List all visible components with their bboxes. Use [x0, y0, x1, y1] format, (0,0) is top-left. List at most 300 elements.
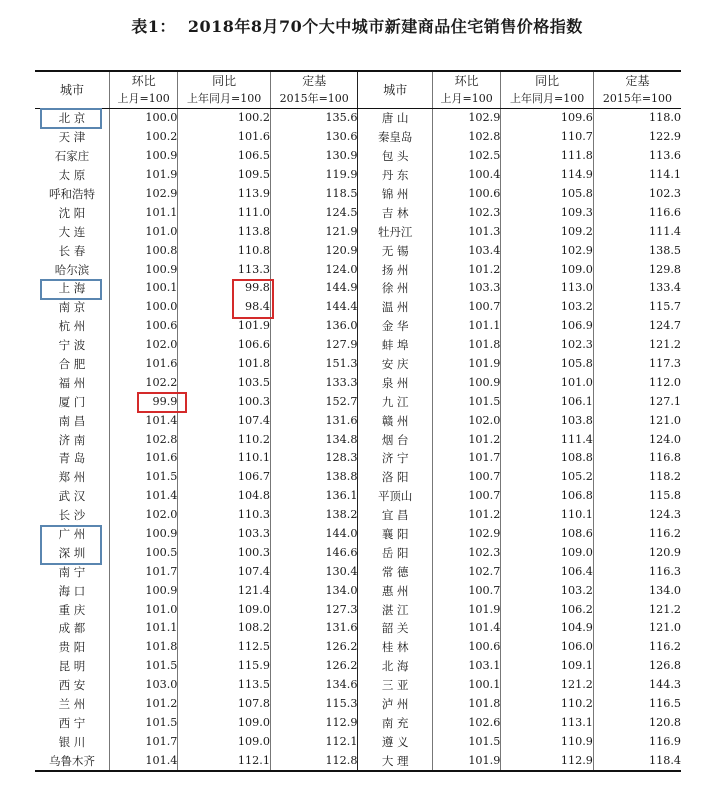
left-base-cell: 138.2 [270, 506, 358, 525]
right-yoy-cell: 110.9 [501, 732, 594, 751]
table-row [35, 373, 681, 392]
right-mom-cell: 102.8 [432, 128, 500, 147]
right-yoy-cell: 103.8 [501, 411, 594, 430]
left-yoy-cell: 113.9 [178, 185, 271, 204]
left-mom-cell: 102.0 [109, 506, 177, 525]
right-yoy-cell: 121.2 [501, 676, 594, 695]
left-city-cell: 深 圳 [58, 545, 86, 560]
right-base-cell: 118.0 [593, 109, 681, 128]
right-city-cell: 扬 州 [358, 260, 432, 279]
left-mom-cell: 101.4 [109, 411, 177, 430]
right-city-cell: 泸 州 [358, 695, 432, 714]
left-city-cell: 贵 阳 [58, 640, 86, 655]
header-base-left: 定基 [270, 71, 358, 90]
right-city-cell: 包 头 [358, 147, 432, 166]
left-mom-cell: 102.9 [109, 185, 177, 204]
left-yoy-cell: 113.3 [178, 260, 271, 279]
right-yoy-cell: 110.7 [501, 128, 594, 147]
table-row [35, 185, 681, 204]
left-yoy-cell: 101.8 [178, 355, 271, 374]
header-yoy-sub-left: 上年同月=100 [178, 90, 271, 109]
table-row [35, 317, 681, 336]
right-city-cell: 襄 阳 [358, 525, 432, 544]
table-row [35, 581, 681, 600]
left-city-cell: 长 春 [58, 243, 86, 258]
left-yoy-cell: 100.2 [178, 109, 271, 128]
left-mom-cell: 101.0 [109, 600, 177, 619]
right-yoy-cell: 105.2 [501, 468, 594, 487]
right-mom-cell: 101.1 [432, 317, 500, 336]
left-yoy-cell: 99.8 [178, 279, 271, 298]
right-city-cell: 常 德 [358, 562, 432, 581]
left-base-cell: 152.7 [270, 392, 358, 411]
right-base-cell: 121.2 [593, 336, 681, 355]
right-yoy-cell: 106.0 [501, 638, 594, 657]
left-yoy-cell: 109.5 [178, 166, 271, 185]
right-yoy-cell: 108.6 [501, 525, 594, 544]
left-city-cell: 青 岛 [58, 451, 86, 466]
left-city-cell: 宁 波 [58, 338, 86, 353]
left-city-cell: 郑 州 [58, 470, 86, 485]
table-row [35, 298, 681, 317]
right-base-cell: 115.8 [593, 487, 681, 506]
left-yoy-cell: 98.4 [178, 298, 271, 317]
right-base-cell: 102.3 [593, 185, 681, 204]
left-mom-cell: 101.0 [109, 222, 177, 241]
right-mom-cell: 100.4 [432, 166, 500, 185]
left-mom-cell: 100.6 [109, 317, 177, 336]
left-yoy-cell: 121.4 [178, 581, 271, 600]
left-city-cell: 成 都 [58, 621, 86, 636]
right-base-cell: 124.7 [593, 317, 681, 336]
right-mom-cell: 101.2 [432, 506, 500, 525]
right-yoy-cell: 102.9 [501, 241, 594, 260]
right-base-cell: 118.4 [593, 751, 681, 771]
right-city-cell: 无 锡 [358, 241, 432, 260]
table-row [35, 355, 681, 374]
table-row [35, 449, 681, 468]
left-yoy-cell: 111.0 [178, 203, 271, 222]
right-mom-cell: 100.6 [432, 638, 500, 657]
left-base-cell: 144.9 [270, 279, 358, 298]
right-city-cell: 惠 州 [358, 581, 432, 600]
table-row [35, 657, 681, 676]
left-yoy-cell: 101.6 [178, 128, 271, 147]
right-base-cell: 116.8 [593, 449, 681, 468]
left-base-cell: 126.2 [270, 657, 358, 676]
right-yoy-cell: 104.9 [501, 619, 594, 638]
table-row [35, 562, 681, 581]
right-base-cell: 116.3 [593, 562, 681, 581]
left-base-cell: 134.0 [270, 581, 358, 600]
header-base-sub-right: 2015年=100 [593, 90, 681, 109]
table-row [35, 166, 681, 185]
left-mom-cell: 100.1 [109, 279, 177, 298]
right-yoy-cell: 114.9 [501, 166, 594, 185]
table-row [35, 487, 681, 506]
right-mom-cell: 102.3 [432, 543, 500, 562]
left-city-cell: 石家庄 [54, 149, 90, 164]
right-mom-cell: 101.5 [432, 732, 500, 751]
right-mom-cell: 101.8 [432, 695, 500, 714]
right-mom-cell: 102.3 [432, 203, 500, 222]
left-base-cell: 119.9 [270, 166, 358, 185]
right-city-cell: 平顶山 [358, 487, 432, 506]
left-base-cell: 135.6 [270, 109, 358, 128]
left-city-cell: 太 原 [58, 168, 86, 183]
right-mom-cell: 100.7 [432, 298, 500, 317]
right-yoy-cell: 109.1 [501, 657, 594, 676]
table-row [35, 543, 681, 562]
right-base-cell: 121.0 [593, 619, 681, 638]
left-yoy-cell: 100.3 [178, 392, 271, 411]
right-city-cell: 牡丹江 [358, 222, 432, 241]
right-mom-cell: 102.9 [432, 525, 500, 544]
left-yoy-cell: 104.8 [178, 487, 271, 506]
left-city-cell: 北 京 [58, 111, 86, 126]
right-yoy-cell: 106.2 [501, 600, 594, 619]
header-yoy-right: 同比 [501, 71, 594, 90]
left-city-cell: 武 汉 [58, 489, 86, 504]
left-city-cell: 昆 明 [58, 659, 86, 674]
right-mom-cell: 101.8 [432, 336, 500, 355]
right-yoy-cell: 105.8 [501, 185, 594, 204]
right-yoy-cell: 106.9 [501, 317, 594, 336]
right-city-cell: 锦 州 [358, 185, 432, 204]
right-base-cell: 121.2 [593, 600, 681, 619]
right-city-cell: 唐 山 [358, 109, 432, 128]
right-mom-cell: 101.2 [432, 430, 500, 449]
right-base-cell: 144.3 [593, 676, 681, 695]
left-mom-cell: 101.9 [109, 166, 177, 185]
right-yoy-cell: 102.3 [501, 336, 594, 355]
left-yoy-cell: 109.0 [178, 600, 271, 619]
left-city-cell: 重 庆 [58, 602, 86, 617]
right-yoy-cell: 108.8 [501, 449, 594, 468]
table-row [35, 714, 681, 733]
right-base-cell: 114.1 [593, 166, 681, 185]
left-yoy-cell: 113.8 [178, 222, 271, 241]
table-row [35, 147, 681, 166]
left-city-cell: 南 京 [58, 300, 86, 315]
left-yoy-cell: 110.1 [178, 449, 271, 468]
header-city-left: 城市 [35, 71, 109, 109]
left-base-cell: 130.9 [270, 147, 358, 166]
left-yoy-cell: 106.6 [178, 336, 271, 355]
left-base-cell: 146.6 [270, 543, 358, 562]
left-city-cell: 南 宁 [58, 564, 86, 579]
left-city-cell: 海 口 [58, 583, 86, 598]
right-city-cell: 温 州 [358, 298, 432, 317]
left-mom-cell: 101.7 [109, 562, 177, 581]
table-row [35, 468, 681, 487]
left-mom-cell: 100.5 [109, 543, 177, 562]
left-city-cell: 南 昌 [58, 413, 86, 428]
left-base-cell: 112.1 [270, 732, 358, 751]
left-base-cell: 128.3 [270, 449, 358, 468]
right-mom-cell: 103.4 [432, 241, 500, 260]
right-base-cell: 112.0 [593, 373, 681, 392]
left-mom-cell: 99.9 [109, 392, 177, 411]
left-city-cell: 济 南 [58, 432, 86, 447]
header-row-1 [35, 71, 681, 90]
right-base-cell: 116.2 [593, 638, 681, 657]
left-yoy-cell: 115.9 [178, 657, 271, 676]
right-base-cell: 126.8 [593, 657, 681, 676]
left-mom-cell: 101.1 [109, 619, 177, 638]
left-mom-cell: 101.5 [109, 657, 177, 676]
left-yoy-cell: 107.8 [178, 695, 271, 714]
right-base-cell: 133.4 [593, 279, 681, 298]
left-base-cell: 115.3 [270, 695, 358, 714]
left-base-cell: 124.0 [270, 260, 358, 279]
right-base-cell: 116.5 [593, 695, 681, 714]
left-city-cell: 西 安 [58, 678, 86, 693]
left-city-cell: 长 沙 [58, 508, 86, 523]
right-base-cell: 113.6 [593, 147, 681, 166]
left-base-cell: 130.6 [270, 128, 358, 147]
left-mom-cell: 100.8 [109, 241, 177, 260]
right-city-cell: 岳 阳 [358, 543, 432, 562]
left-mom-cell: 101.2 [109, 695, 177, 714]
right-mom-cell: 102.7 [432, 562, 500, 581]
right-city-cell: 济 宁 [358, 449, 432, 468]
left-mom-cell: 101.1 [109, 203, 177, 222]
right-base-cell: 115.7 [593, 298, 681, 317]
left-base-cell: 133.3 [270, 373, 358, 392]
right-yoy-cell: 109.6 [501, 109, 594, 128]
right-yoy-cell: 113.0 [501, 279, 594, 298]
right-city-cell: 吉 林 [358, 203, 432, 222]
right-yoy-cell: 101.0 [501, 373, 594, 392]
right-base-cell: 127.1 [593, 392, 681, 411]
table-row [35, 695, 681, 714]
right-city-cell: 遵 义 [358, 732, 432, 751]
right-yoy-cell: 111.4 [501, 430, 594, 449]
right-city-cell: 大 理 [358, 751, 432, 771]
left-base-cell: 136.0 [270, 317, 358, 336]
table-row [35, 430, 681, 449]
left-base-cell: 130.4 [270, 562, 358, 581]
left-city-cell: 福 州 [58, 375, 86, 390]
left-yoy-cell: 103.3 [178, 525, 271, 544]
header-base-sub-left: 2015年=100 [270, 90, 358, 109]
right-base-cell: 138.5 [593, 241, 681, 260]
left-base-cell: 151.3 [270, 355, 358, 374]
right-yoy-cell: 112.9 [501, 751, 594, 771]
right-mom-cell: 102.9 [432, 109, 500, 128]
left-yoy-cell: 109.0 [178, 732, 271, 751]
right-mom-cell: 103.1 [432, 657, 500, 676]
table-row [35, 222, 681, 241]
left-yoy-cell: 107.4 [178, 562, 271, 581]
right-base-cell: 124.0 [593, 430, 681, 449]
right-base-cell: 124.3 [593, 506, 681, 525]
right-yoy-cell: 106.8 [501, 487, 594, 506]
right-yoy-cell: 103.2 [501, 581, 594, 600]
left-city-cell: 天 津 [58, 130, 86, 145]
right-base-cell: 116.2 [593, 525, 681, 544]
left-yoy-cell: 113.5 [178, 676, 271, 695]
left-mom-cell: 103.0 [109, 676, 177, 695]
right-yoy-cell: 109.0 [501, 543, 594, 562]
left-base-cell: 131.6 [270, 619, 358, 638]
right-city-cell: 三 亚 [358, 676, 432, 695]
right-city-cell: 南 充 [358, 714, 432, 733]
right-yoy-cell: 110.1 [501, 506, 594, 525]
right-yoy-cell: 111.8 [501, 147, 594, 166]
left-yoy-cell: 108.2 [178, 619, 271, 638]
right-mom-cell: 100.7 [432, 487, 500, 506]
right-mom-cell: 101.7 [432, 449, 500, 468]
left-city-cell: 西 宁 [58, 715, 86, 730]
left-mom-cell: 101.6 [109, 449, 177, 468]
right-city-cell: 烟 台 [358, 430, 432, 449]
left-base-cell: 127.3 [270, 600, 358, 619]
left-base-cell: 121.9 [270, 222, 358, 241]
right-yoy-cell: 106.4 [501, 562, 594, 581]
left-base-cell: 118.5 [270, 185, 358, 204]
right-city-cell: 安 庆 [358, 355, 432, 374]
left-city-cell: 银 川 [58, 734, 86, 749]
right-base-cell: 116.6 [593, 203, 681, 222]
left-base-cell: 112.8 [270, 751, 358, 771]
table-row [35, 506, 681, 525]
header-yoy-left: 同比 [178, 71, 271, 90]
left-base-cell: 134.6 [270, 676, 358, 695]
right-mom-cell: 103.3 [432, 279, 500, 298]
right-mom-cell: 102.5 [432, 147, 500, 166]
right-mom-cell: 101.2 [432, 260, 500, 279]
right-city-cell: 九 江 [358, 392, 432, 411]
left-mom-cell: 101.6 [109, 355, 177, 374]
left-base-cell: 144.0 [270, 525, 358, 544]
left-mom-cell: 100.9 [109, 260, 177, 279]
right-city-cell: 徐 州 [358, 279, 432, 298]
table-title-text: 2018年8月70个大中城市新建商品住宅销售价格指数 [187, 17, 583, 36]
right-base-cell: 116.9 [593, 732, 681, 751]
right-base-cell: 111.4 [593, 222, 681, 241]
right-city-cell: 洛 阳 [358, 468, 432, 487]
right-yoy-cell: 103.2 [501, 298, 594, 317]
left-city-cell: 广 州 [58, 527, 86, 542]
left-base-cell: 136.1 [270, 487, 358, 506]
left-city-cell: 合 肥 [58, 357, 86, 372]
table-row [35, 241, 681, 260]
left-yoy-cell: 112.5 [178, 638, 271, 657]
table-row [35, 128, 681, 147]
left-mom-cell: 101.4 [109, 751, 177, 771]
left-yoy-cell: 109.0 [178, 714, 271, 733]
left-city-cell: 乌鲁木齐 [35, 751, 109, 771]
table-row [35, 411, 681, 430]
left-city-cell: 兰 州 [58, 697, 86, 712]
table-row [35, 109, 681, 128]
price-index-table [35, 70, 681, 772]
right-mom-cell: 101.4 [432, 619, 500, 638]
left-yoy-cell: 106.7 [178, 468, 271, 487]
left-base-cell: 124.5 [270, 203, 358, 222]
right-mom-cell: 100.6 [432, 185, 500, 204]
right-base-cell: 121.0 [593, 411, 681, 430]
table-row [35, 336, 681, 355]
header-city-right: 城市 [358, 71, 432, 109]
left-mom-cell: 100.9 [109, 581, 177, 600]
left-mom-cell: 101.4 [109, 487, 177, 506]
right-city-cell: 赣 州 [358, 411, 432, 430]
header-mom-sub-right: 上月=100 [432, 90, 500, 109]
left-base-cell: 144.4 [270, 298, 358, 317]
left-yoy-cell: 100.3 [178, 543, 271, 562]
right-mom-cell: 101.5 [432, 392, 500, 411]
right-mom-cell: 100.7 [432, 581, 500, 600]
table-row [35, 732, 681, 751]
right-mom-cell: 100.7 [432, 468, 500, 487]
right-city-cell: 韶 关 [358, 619, 432, 638]
right-city-cell: 金 华 [358, 317, 432, 336]
left-yoy-cell: 112.1 [178, 751, 271, 771]
left-city-cell: 杭 州 [58, 319, 86, 334]
table-row [35, 203, 681, 222]
table-label: 表1： [131, 17, 176, 36]
header-mom-sub-left: 上月=100 [109, 90, 177, 109]
left-base-cell: 127.9 [270, 336, 358, 355]
right-mom-cell: 100.9 [432, 373, 500, 392]
right-city-cell: 桂 林 [358, 638, 432, 657]
left-mom-cell: 102.8 [109, 430, 177, 449]
table-row [35, 392, 681, 411]
left-mom-cell: 102.0 [109, 336, 177, 355]
left-yoy-cell: 110.2 [178, 430, 271, 449]
right-city-cell: 北 海 [358, 657, 432, 676]
right-city-cell: 湛 江 [358, 600, 432, 619]
header-mom-right: 环比 [432, 71, 500, 90]
table-row [35, 279, 681, 298]
left-base-cell: 120.9 [270, 241, 358, 260]
left-yoy-cell: 106.5 [178, 147, 271, 166]
right-base-cell: 134.0 [593, 581, 681, 600]
right-yoy-cell: 109.0 [501, 260, 594, 279]
right-base-cell: 120.8 [593, 714, 681, 733]
right-yoy-cell: 105.8 [501, 355, 594, 374]
right-yoy-cell: 109.2 [501, 222, 594, 241]
table-row [35, 260, 681, 279]
left-mom-cell: 100.2 [109, 128, 177, 147]
right-base-cell: 122.9 [593, 128, 681, 147]
left-city-cell: 上 海 [58, 281, 86, 296]
right-mom-cell: 101.9 [432, 600, 500, 619]
left-yoy-cell: 103.5 [178, 373, 271, 392]
left-mom-cell: 101.5 [109, 714, 177, 733]
right-base-cell: 120.9 [593, 543, 681, 562]
right-yoy-cell: 110.2 [501, 695, 594, 714]
right-mom-cell: 101.3 [432, 222, 500, 241]
left-mom-cell: 100.9 [109, 525, 177, 544]
table-row [35, 619, 681, 638]
right-city-cell: 泉 州 [358, 373, 432, 392]
table-row [35, 676, 681, 695]
left-mom-cell: 100.0 [109, 298, 177, 317]
right-base-cell: 118.2 [593, 468, 681, 487]
left-city-cell: 呼和浩特 [48, 187, 95, 201]
left-base-cell: 131.6 [270, 411, 358, 430]
left-yoy-cell: 110.3 [178, 506, 271, 525]
left-mom-cell: 100.9 [109, 147, 177, 166]
right-city-cell: 宜 昌 [358, 506, 432, 525]
header-base-right: 定基 [593, 71, 681, 90]
table-row [35, 525, 681, 544]
left-base-cell: 112.9 [270, 714, 358, 733]
